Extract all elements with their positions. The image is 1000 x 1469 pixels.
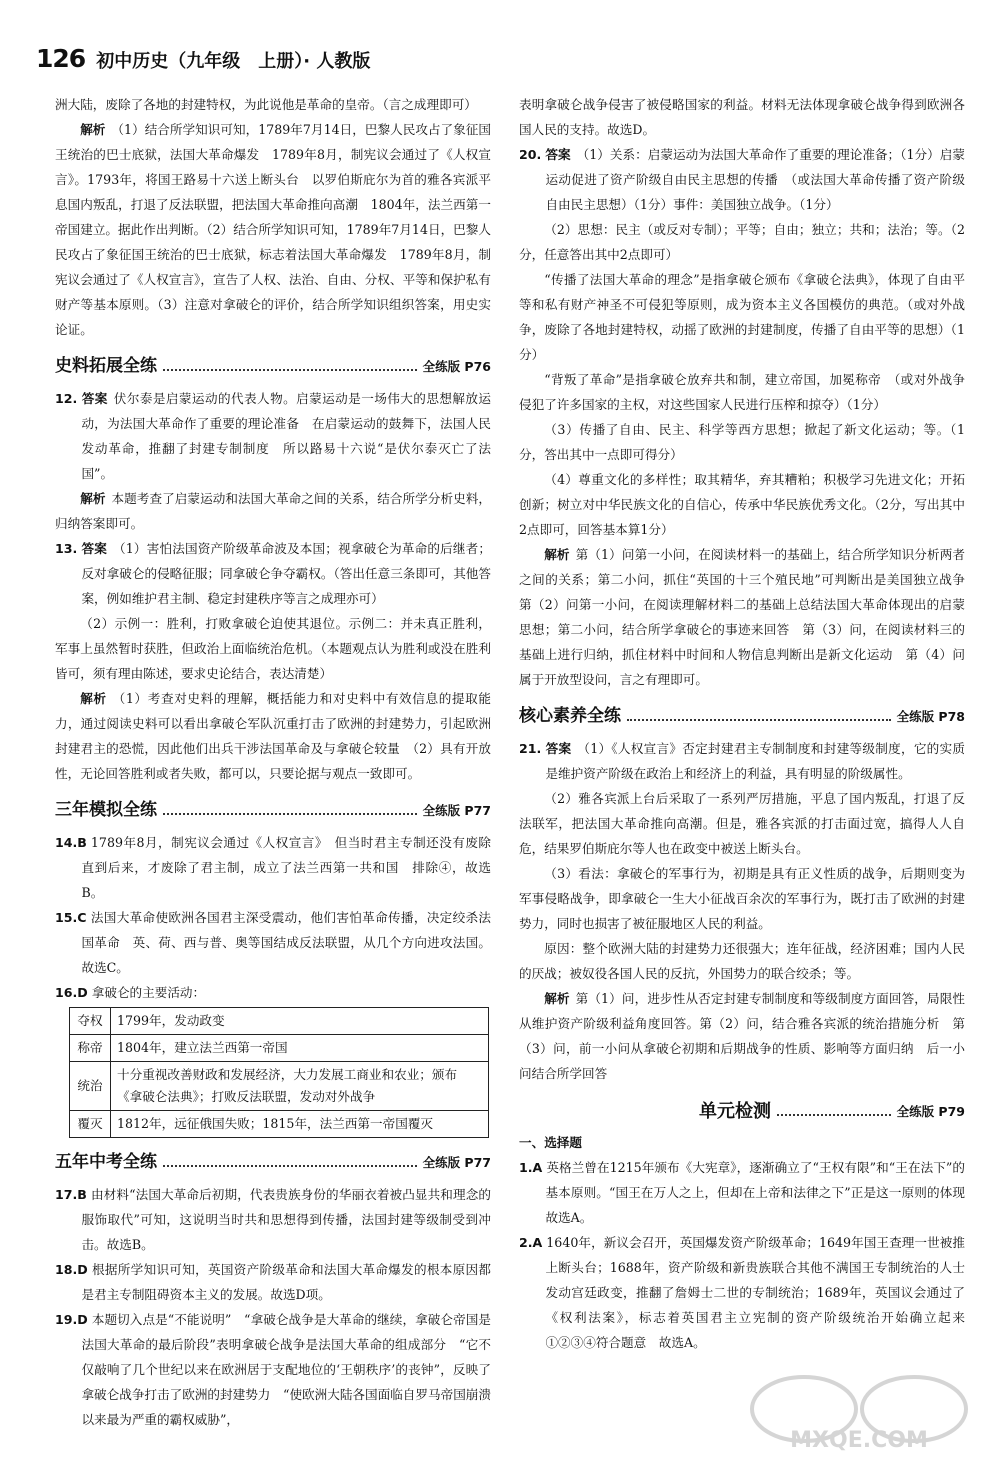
analysis-label: 解析 (80, 491, 106, 506)
table-cell-key: 统治 (70, 1062, 111, 1111)
answer-20 (519, 142, 965, 217)
section-leader (163, 369, 417, 371)
answer-text: （1）《人权宣言》否定封建君主专制制度和封建等级制度，它的实质是维护资产阶级在政治上和经济上的利益，具有明显的阶级属性。 (545, 741, 966, 781)
section-sannian (55, 792, 491, 828)
analysis-text: （1）考查对史料的理解，概括能力和对史料中有效信息的提取能力，通过阅读史料可以看出拿破仑军队沉重打击了欧洲的封建势力，引起欧洲封建君主的恐慌，因此他们出兵干涉法国革命及与拿破仑较量 （2）具有开放性，无论回答胜利或者失败，都可以，只要论据与观点一致即可。 (55, 691, 491, 781)
page-header (36, 44, 370, 84)
continued-text: 表明拿破仑战争侵害了被侵略国家的利益。材料无法体现拿破仑战争得到欧洲各国人民的支持。故选D。 (519, 97, 965, 137)
item-number: 18.D (55, 1262, 88, 1277)
item-number: 20. (519, 147, 542, 162)
answer-21 (519, 736, 965, 786)
watermark-logo (744, 1369, 974, 1451)
analysis-13 (55, 686, 491, 786)
answer-12 (55, 386, 491, 486)
answer-text: 法国大革命使欧洲各国君主深受震动，他们害怕革命传播，决定绞杀法国革命 英、荷、西与普、奥等国结成反法联盟，从几个方向进攻法国。故选C。 (81, 910, 491, 975)
item-number: 19.D (55, 1312, 88, 1327)
answer-13 (55, 536, 491, 611)
section-title: 五年中考全练 (55, 1151, 157, 1172)
section-hexin (519, 698, 965, 734)
section-ref: 全练版 P78 (896, 708, 965, 724)
section-leader (163, 813, 417, 815)
analysis-11 (55, 117, 491, 342)
answer-text: 英格兰曾在1215年颁布《大宪章》，逐渐确立了“王权有限”和“王在法下”的基本原则。“国王在万人之上，但却在上帝和法律之下”正是这一原则的体现 故选A。 (545, 1160, 978, 1225)
answer-text: 拿破仑的主要活动： (91, 985, 206, 1000)
answer-19 (55, 1307, 491, 1432)
table-cell-value: 1799年，发动政变 (111, 1008, 489, 1035)
analysis-label: 解析 (80, 122, 106, 137)
answer-label: 答案 (545, 741, 572, 756)
answer-text: 由材料“法国大革命后初期，代表贵族身份的华丽衣着被凸显共和理念的服饰取代”可知，这说明当时共和思想得到传播，法国封建等级制受到冲击。故选B。 (81, 1187, 491, 1252)
item-number: 13. (55, 541, 78, 556)
table-cell-key: 覆灭 (70, 1111, 111, 1138)
table-row (70, 1008, 489, 1035)
section-title: 史料拓展全练 (55, 355, 157, 376)
analysis-12 (55, 486, 491, 536)
answer-13-part2: （2）示例一：胜利，打败拿破仑迫使其退位。示例二：并未真正胜利，军事上虽然暂时获胜，但政治上面临统治危机。（本题观点认为胜利或没在胜利皆可，须有理由陈述，要求史论结合，表达清楚） (55, 616, 491, 681)
book-title: 初中历史（九年级 上册）· 人教版 (96, 51, 371, 72)
analysis-11-text: （1）结合所学知识可知，1789年7月14日，巴黎人民攻占了象征国王统治的巴士底狱，法国大革命爆发 1789年8月，制宪议会通过了《人权宣言》。1793年，将国王路易十六送上断头台 以罗伯斯庇尔为首的雅各宾派平息国内叛乱，打退了反法联盟，把法国大革命推向高潮 1804年，法兰西第一帝国建立。据此作出判断。（2）结合所学知识可知，1789年7月14日，巴黎人民攻占了象征国王统治的巴士底狱，标志着法国大革命爆发 1789年8月，制宪议会通过了《人权宣言》，宣告了人权、法治、自由、分权、平等和保护私有财产等基本原则。（3）注意对拿破仑的评价，结合所学知识组织答案，用史实论证。 (55, 122, 491, 337)
section-shiliao (55, 348, 491, 384)
answer-label: 答案 (81, 541, 107, 556)
section-title: 三年模拟全练 (55, 799, 157, 820)
napoleon-activities-table (69, 1007, 489, 1138)
answer-17 (55, 1182, 491, 1257)
answer-21-part4: 原因：整个欧洲大陆的封建势力还很强大；连年征战，经济困难；国内人民的厌战；被奴役各国人民的反抗，外国势力的联合绞杀；等。 (519, 941, 965, 981)
answer-21-part2: （2）雅各宾派上台后采取了一系列严厉措施，平息了国内叛乱，打退了反法联军，把法国大革命推向高潮。但是，雅各宾派的打击面过宽，搞得人人自危，结果罗伯斯庇尔等人也在政变中被送上断头台。 (519, 791, 965, 856)
section-danyuan (519, 1092, 965, 1130)
item-number: 15.C (55, 910, 87, 925)
answer-1 (519, 1155, 978, 1230)
answer-text: 根据所学知识可知，英国资产阶级革命和法国大革命爆发的根本原因都是君主专制阻碍资本主义的发展。故选D项。 (81, 1262, 491, 1302)
choice-heading: 一、选择题 (519, 1135, 582, 1150)
table-row (70, 1111, 489, 1138)
section-leader (163, 1165, 417, 1167)
item-number: 12. (55, 391, 78, 406)
answer-label: 答案 (81, 391, 108, 406)
table-cell-value: 1804年，建立法兰西第一帝国 (111, 1035, 489, 1062)
answer-text: 伏尔泰是启蒙运动的代表人物。启蒙运动是一场伟大的思想解放运动，为法国大革命作了重要的理论准备 在启蒙运动的鼓舞下，法国人民发动革命，推翻了封建专制制度 所以路易十六说“是伏尔泰灭亡了法国”。 (81, 391, 492, 481)
analysis-20 (519, 542, 978, 692)
section-ref: 全练版 P76 (422, 358, 491, 374)
answer-label: 答案 (545, 147, 571, 162)
table-cell-key: 称帝 (70, 1035, 111, 1062)
analysis-21 (519, 986, 965, 1086)
item-number: 16.D (55, 985, 88, 1000)
item-number: 1.A (519, 1160, 543, 1175)
table-row (70, 1062, 489, 1111)
section-wunian (55, 1144, 491, 1180)
answer-text: 本题切入点是“不能说明” “拿破仑战争是大革命的继续，拿破仑帝国是法国大革命的最后阶段”表明拿破仑战争是法国大革命的组成部分 “它不仅敲响了几个世纪以来在欧洲居于支配地位的‘王朝秩序’的丧钟”，反映了拿破仑战争打击了欧洲的封建势力 “使欧洲大陆各国面临自罗马帝国崩溃以来最为严重的霸权威胁”， (81, 1312, 491, 1427)
section-leader (777, 1114, 891, 1116)
answer-text: 1640年，新议会召开，英国爆发资产阶级革命；1649年国王查理一世被推上断头台；1688年，资产阶级和新贵族联合其他不满国王专制统治的人士发动宫廷政变，推翻了詹姆士二世的专制统治；1689年，英国议会通过了《权利法案》，标志着英国君主立宪制的资产阶级统治开始确立起来 ①②③④符合题意 故选A。 (545, 1235, 978, 1350)
page-number: 126 (36, 44, 86, 73)
answer-21-part3: （3）看法：拿破仑的军事行为，初期是具有正义性质的战争，后期则变为军事侵略战争，即拿破仑一生大小征战百余次的军事行为，既打击了欧洲的封建势力，同时也损害了被征服地区人民的利益。 (519, 866, 965, 931)
answer-text: 1789年8月，制宪议会通过《人权宣言》 但当时君主专制还没有废除 直到后来，才废除了君主制，成立了法兰西第一共和国 排除④，故选B。 (81, 835, 504, 900)
answer-15 (55, 905, 491, 980)
answer-20-part4: “背叛了革命”是指拿破仑放弃共和制，建立帝国，加冕称帝 （或对外战争侵犯了许多国家的主权，对这些国家人民进行压榨和掠夺）（1分） (519, 372, 965, 412)
analysis-label: 解析 (544, 547, 570, 562)
answer-20-part3: “传播了法国大革命的理念”是指拿破仑颁布《拿破仑法典》，体现了自由平等和私有财产神圣不可侵犯等原则，成为资本主义各国模仿的典范。（或对外战争，废除了各地封建特权，动摇了欧洲的封建制度，传播了自由平等的思想）（1分） (519, 272, 965, 362)
item-number: 17.B (55, 1187, 87, 1202)
analysis-label: 解析 (544, 991, 570, 1006)
item-number: 21. (519, 741, 542, 756)
analysis-text: 第（1）问，进步性从否定封建专制制度和等级制度方面回答，局限性从维护资产阶级利益角度回答。第（2）问，结合雅各宾派的统治措施分析 第（3）问，前一小问从拿破仑初期和后期战争的性质、影响等方面归纳 后一小问结合所学回答 (519, 991, 966, 1081)
answer-text: （1）害怕法国资产阶级革命波及本国；视拿破仑为革命的后继者；反对拿破仑的侵略征服；同拿破仑争夺霸权。（答出任意三条即可，其他答案，例如维护君主制、稳定封建秩序等言之成理亦可） (81, 541, 492, 606)
answer-20-part5: （3）传播了自由、民主、科学等西方思想；掀起了新文化运动；等。（1分，答出其中一点即可得分） (519, 422, 965, 462)
table-row (70, 1035, 489, 1062)
section-title: 单元检测 (699, 1100, 771, 1122)
answer-2 (519, 1230, 978, 1355)
item-number: 2.A (519, 1235, 543, 1250)
answer-20-part6: （4）尊重文化的多样性；取其精华，弃其糟粕；积极学习先进文化；开拓创新；树立对中华民族文化的自信心，传承中华民族优秀文化。（2分，写出其中2点即可，回答基本算1分） (519, 472, 965, 537)
answer-18 (55, 1257, 491, 1307)
table-cell-key: 夺权 (70, 1008, 111, 1035)
watermark-text: MXQE.COM (790, 1428, 928, 1451)
section-leader (627, 719, 891, 721)
left-column (55, 92, 504, 1432)
item-number: 14.B (55, 835, 87, 850)
section-ref: 全练版 P77 (422, 1154, 491, 1170)
table-cell-value: 十分重视改善财政和发展经济，大力发展工商业和农业；颁布《拿破仑法典》；打败反法联盟，发动对外战争 (111, 1062, 489, 1111)
section-ref: 全练版 P79 (896, 1103, 965, 1119)
right-column (519, 92, 978, 1355)
answer-20-part2: （2）思想：民主（或反对专制）；平等；自由；独立；共和；法治；等。（2分，任意答出其中2点即可） (519, 222, 965, 262)
analysis-text: 本题考查了启蒙运动和法国大革命之间的关系，结合所学分析史料，归纳答案即可。 (55, 491, 492, 531)
answer-16 (55, 980, 491, 1005)
answer-text: （1）关系：启蒙运动为法国大革命作了重要的理论准备；（1分）启蒙运动促进了资产阶级自由民主思想的传播 （或法国大革命传播了资产阶级自由民主思想）（1分）事件：美国独立战争。（1分） (545, 147, 966, 212)
table-cell-value: 1812年，远征俄国失败；1815年，法兰西第一帝国覆灭 (111, 1111, 489, 1138)
answer-14 (55, 830, 504, 905)
intro-text: 洲大陆，废除了各地的封建特权，为此说他是革命的皇帝。（言之成理即可） (55, 97, 477, 112)
section-ref: 全练版 P77 (422, 802, 491, 818)
section-title: 核心素养全练 (519, 705, 621, 726)
analysis-text: 第（1）问第一小问，在阅读材料一的基础上，结合所学知识分析两者之间的关系；第二小问，抓住“英国的十三个殖民地”可判断出是美国独立战争 第（2）问第一小问，在阅读理解材料二的基础上总结法国大革命体现出的启蒙思想；第二小问，结合所学拿破仑的事迹来回答 第（3）问，在阅读材料三的基础上进行归纳，抓住材料中时间和人物信息判断出是新文化运动 第（4）问属于开放型设问，言之有理即可。 (519, 547, 978, 687)
analysis-label: 解析 (80, 691, 107, 706)
